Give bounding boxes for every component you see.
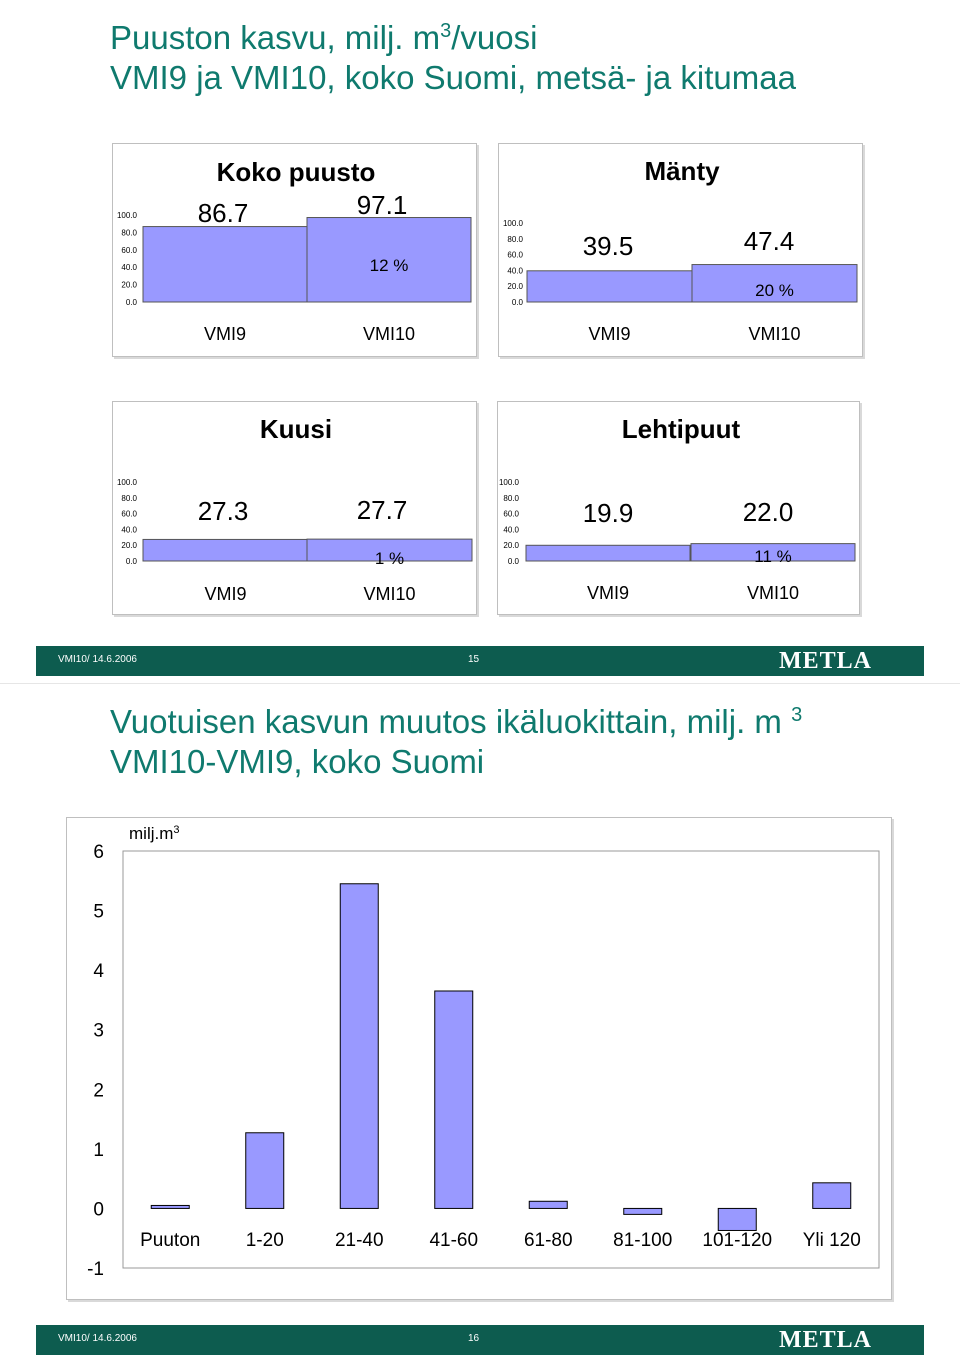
chart-title: Koko puusto [216,157,376,187]
value-label: 86.7 [197,198,249,228]
change-percent-label: 11 % [754,547,792,566]
y-tick-label: 40.0 [121,525,137,535]
chart-koko-puusto [113,144,476,356]
bar-vmi9 [526,545,690,561]
value-label: 19.9 [582,498,634,528]
y-tick-label: 4 [93,961,104,983]
bar-61-80 [529,1201,567,1208]
y-tick-label: 80.0 [121,493,137,503]
category-label: VMI9 [203,324,247,344]
y-tick-label: 100.0 [498,478,519,487]
value-label: 47.4 [743,226,795,256]
y-tick-label: -1 [87,1259,104,1280]
slide2-title-sup: 3 [791,704,803,726]
category-label: Yli 120 [802,1230,861,1251]
slide1-title-part1: Puuston kasvu, milj. m [110,19,441,56]
y-tick-label: 0.0 [511,298,523,307]
category-label: VMI9 [204,584,247,604]
y-tick-label: 40.0 [121,263,137,273]
y-tick-label: 0 [93,1199,104,1221]
slide2-footer [36,1325,924,1355]
metla-logo: METLA [778,1327,872,1353]
y-tick-label: 6 [93,842,104,863]
slide2-title-part1: Vuotuisen kasvun muutos ikäluokittain, milj. m [110,703,782,740]
chart-title: Kuusi [259,414,333,444]
chart-title: Mänty [644,156,720,186]
category-label: VMI9 [588,324,631,344]
y-tick-label: 5 [93,901,104,923]
category-label: 21-40 [334,1230,384,1251]
change-percent-label: 1 % [374,549,405,568]
slide1-title-part2: /vuosi [451,19,538,56]
y-tick-label: 60.0 [507,250,523,260]
slide2-page-number: 16 [468,1333,480,1344]
category-label: 41-60 [429,1230,479,1251]
y-tick-label: 80.0 [507,234,523,244]
y-tick-label: 100.0 [116,478,137,487]
chart-age-class-change [67,818,891,1299]
plot-area [123,851,879,1268]
slide1-page-number: 15 [468,654,480,665]
bar-41-60 [435,991,473,1208]
category-label: Puuton [140,1230,201,1251]
y-tick-label: 0.0 [507,557,519,566]
panel-lehtipuut [497,401,860,615]
value-label: 27.7 [356,495,408,525]
y-tick-label: 40.0 [503,525,519,535]
slide-divider [0,683,960,684]
y-tick-label: 80.0 [121,228,137,238]
bar-vmi9 [143,227,307,302]
category-label: 81-100 [613,1230,673,1251]
y-tick-label: 2 [93,1080,104,1102]
slide1-title-sup: 3 [440,20,452,42]
slide1-title [110,18,796,98]
category-label: VMI10 [363,584,416,604]
slide1-footer [36,646,924,676]
panel-kuusi [112,401,477,615]
y-tick-label: 60.0 [503,509,519,519]
bar-21-40 [340,884,378,1209]
bar-81-100 [624,1208,662,1214]
y-tick-label: 60.0 [121,509,137,519]
y-tick-label: 20.0 [503,541,519,551]
chart-title: Lehtipuut [621,414,741,444]
value-label: 97.1 [356,190,408,220]
y-tick-label: 20.0 [507,282,523,292]
chart-manty [499,144,862,356]
chart-lehtipuut [498,402,859,614]
bar-1-20 [246,1133,284,1209]
category-label: VMI9 [586,583,630,603]
slide2-footer-date: VMI10/ 14.6.2006 [58,1333,137,1344]
category-label: 101-120 [702,1230,773,1251]
bar-vmi9 [143,539,308,561]
y-tick-label: 80.0 [503,493,519,503]
change-percent-label: 12 % [369,256,409,275]
y-tick-label: 20.0 [121,541,137,551]
panel-manty [498,143,863,357]
y-axis-label-sup: 3 [173,824,180,836]
category-label: 1-20 [245,1230,284,1251]
category-label: VMI10 [748,324,801,344]
y-tick-label: 60.0 [121,245,137,255]
slide2-title-line2: VMI10-VMI9, koko Suomi [110,743,485,780]
slide1-title-line2: VMI9 ja VMI10, koko Suomi, metsä- ja kitumaa [110,59,796,96]
value-label: 22.0 [742,497,794,527]
y-tick-label: 0.0 [125,298,137,307]
value-label: 39.5 [582,231,634,261]
bar-101-120 [718,1208,756,1230]
category-label: VMI10 [362,324,416,344]
chart-kuusi [113,402,476,614]
panel-age-class-change [66,817,892,1300]
y-tick-label: 100.0 [116,211,137,220]
bar-vmi9 [527,271,692,302]
y-tick-label: 1 [93,1139,104,1161]
category-label: VMI10 [746,583,800,603]
change-percent-label: 20 % [755,281,794,300]
y-axis-label: $milj.m^3$ [129,824,180,843]
panel-koko-puusto [112,143,477,357]
slide2-title [110,702,802,782]
category-label: 61-80 [523,1230,573,1251]
y-tick-label: 100.0 [502,219,523,228]
bar-yli-120 [813,1183,851,1209]
y-tick-label: 20.0 [121,280,137,290]
y-tick-label: 40.0 [507,266,523,276]
bar-puuton [151,1205,189,1208]
metla-logo: METLA [778,648,872,674]
y-tick-label: 0.0 [125,557,137,566]
y-tick-label: 3 [93,1020,104,1042]
slide1-footer-date: VMI10/ 14.6.2006 [58,654,137,665]
value-label: 27.3 [197,496,249,526]
